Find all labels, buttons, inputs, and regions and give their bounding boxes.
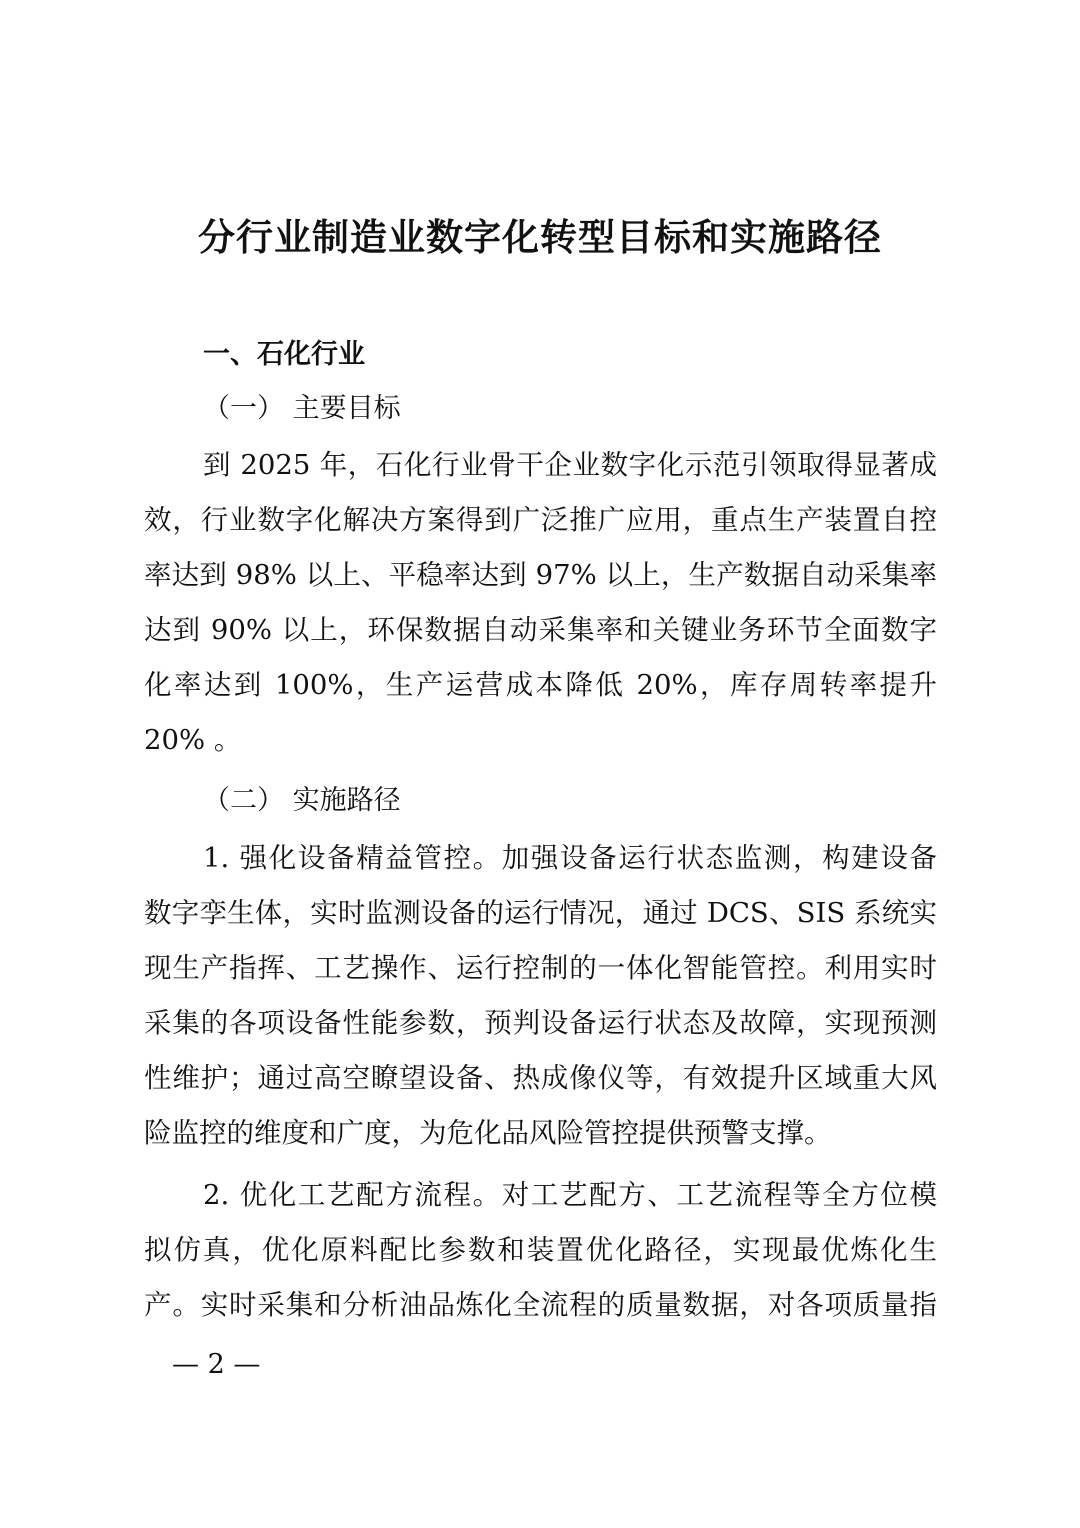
document-title: 分行业制造业数字化转型目标和实施路径 — [198, 215, 882, 259]
paragraph-line: 险监控的维度和广度，为危化品风险管控提供预警支撑。 — [144, 1117, 832, 1149]
paragraph-line: 产。实时采集和分析油品炼化全流程的质量数据，对各项质量指 — [144, 1289, 937, 1321]
paragraph-line: 1. 强化设备精益管控。加强设备运行状态监测，构建设备 — [203, 842, 937, 874]
paragraph-line: 采集的各项设备性能参数，预判设备运行状态及故障，实现预测 — [144, 1007, 937, 1039]
section-heading-petrochemical: 一、石化行业 — [203, 339, 365, 370]
paragraph-line: 到 2025 年，石化行业骨干企业数字化示范引领取得显著成 — [203, 449, 937, 481]
paragraph-line: 率达到 98% 以上、平稳率达到 97% 以上，生产数据自动采集率 — [144, 559, 937, 591]
paragraph-line: 20% 。 — [144, 724, 242, 756]
page-number: — 2 — — [172, 1349, 261, 1380]
paragraph-line: 化率达到 100%，生产运营成本降低 20%，库存周转率提升 — [144, 669, 937, 701]
paragraph-line: 现生产指挥、工艺操作、运行控制的一体化智能管控。利用实时 — [144, 952, 937, 984]
subsection-heading-implementation-path: （二） 实施路径 — [203, 785, 401, 816]
paragraph-line: 2. 优化工艺配方流程。对工艺配方、工艺流程等全方位模 — [203, 1179, 937, 1211]
paragraph-line: 达到 90% 以上，环保数据自动采集率和关键业务环节全面数字 — [144, 614, 937, 646]
paragraph-line: 数字孪生体，实时监测设备的运行情况，通过 DCS、SIS 系统实 — [144, 897, 937, 929]
subsection-heading-main-goals: （一） 主要目标 — [203, 393, 401, 424]
paragraph-line: 效，行业数字化解决方案得到广泛推广应用，重点生产装置自控 — [144, 504, 937, 536]
paragraph-line: 拟仿真，优化原料配比参数和装置优化路径，实现最优炼化生 — [144, 1234, 937, 1266]
paragraph-line: 性维护；通过高空瞭望设备、热成像仪等，有效提升区域重大风 — [144, 1062, 937, 1094]
